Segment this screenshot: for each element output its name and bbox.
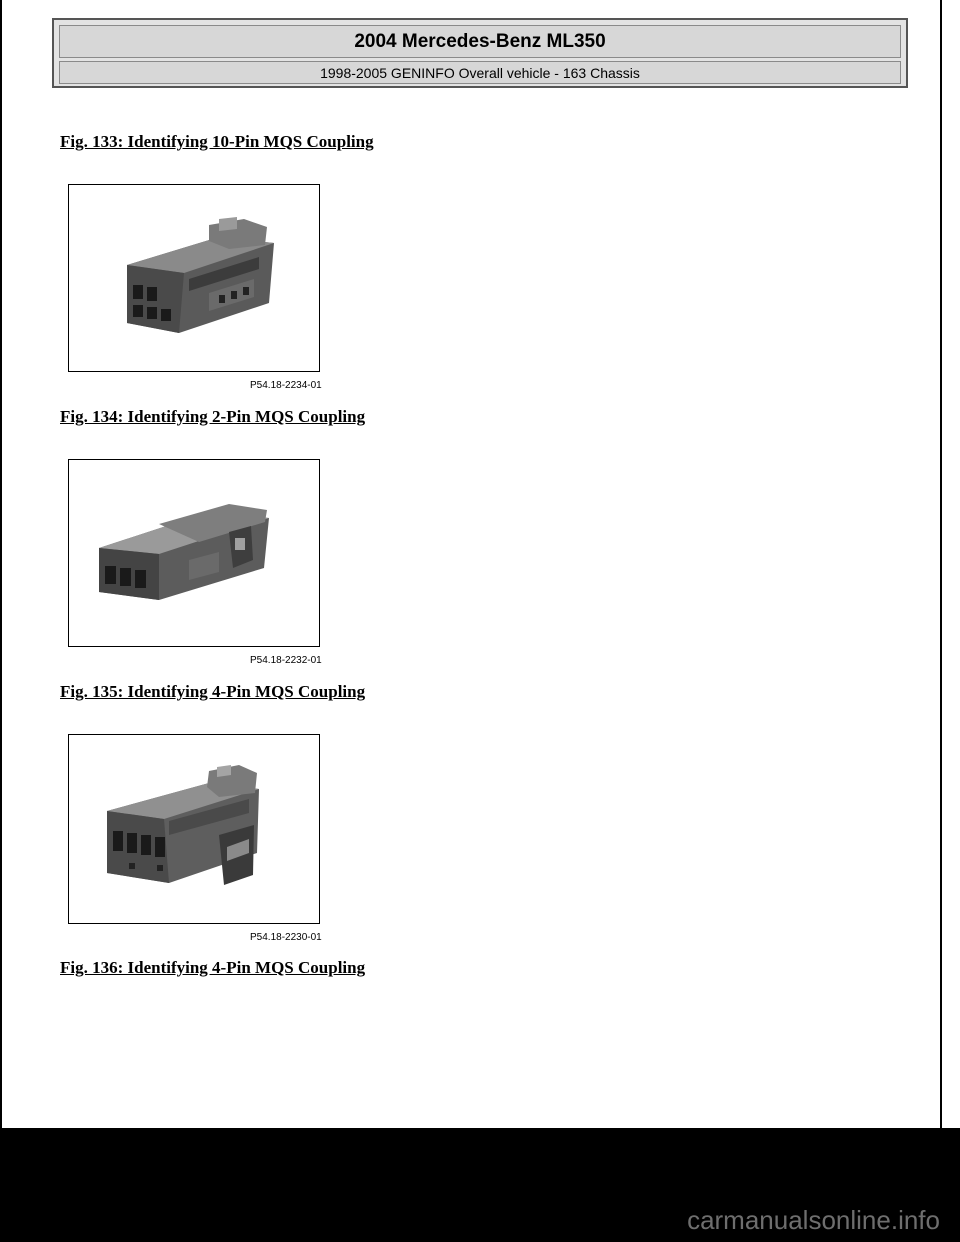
figure-code-133: P54.18-2234-01	[250, 380, 322, 391]
figure-code-134: P54.18-2232-01	[250, 655, 322, 666]
figure-10-pin-coupling	[68, 184, 320, 372]
figure-code-135: P54.18-2230-01	[250, 932, 322, 943]
connector-10-pin-image	[69, 185, 319, 371]
figure-2-pin-coupling	[68, 459, 320, 647]
watermark-text: carmanualsonline.info	[687, 1205, 940, 1235]
document-subtitle: 1998-2005 GENINFO Overall vehicle - 163 Chassis	[320, 64, 640, 81]
figure-4-pin-coupling	[68, 734, 320, 924]
connector-4-pin-image	[69, 735, 319, 923]
page-border-right	[940, 0, 942, 1128]
document-title: 2004 Mercedes-Benz ML350	[354, 30, 606, 52]
header-title-box	[59, 25, 901, 58]
figure-caption-135: Fig. 135: Identifying 4-Pin MQS Coupling	[60, 682, 366, 701]
figure-caption-133: Fig. 133: Identifying 10-Pin MQS Coupling	[60, 132, 374, 151]
figure-caption-134: Fig. 134: Identifying 2-Pin MQS Coupling	[60, 407, 366, 426]
header-subtitle-box	[59, 61, 901, 84]
figure-caption-136: Fig. 136: Identifying 4-Pin MQS Coupling	[60, 958, 366, 977]
page-border-left	[0, 0, 2, 1128]
connector-2-pin-image	[69, 460, 319, 646]
document-header	[52, 18, 908, 88]
